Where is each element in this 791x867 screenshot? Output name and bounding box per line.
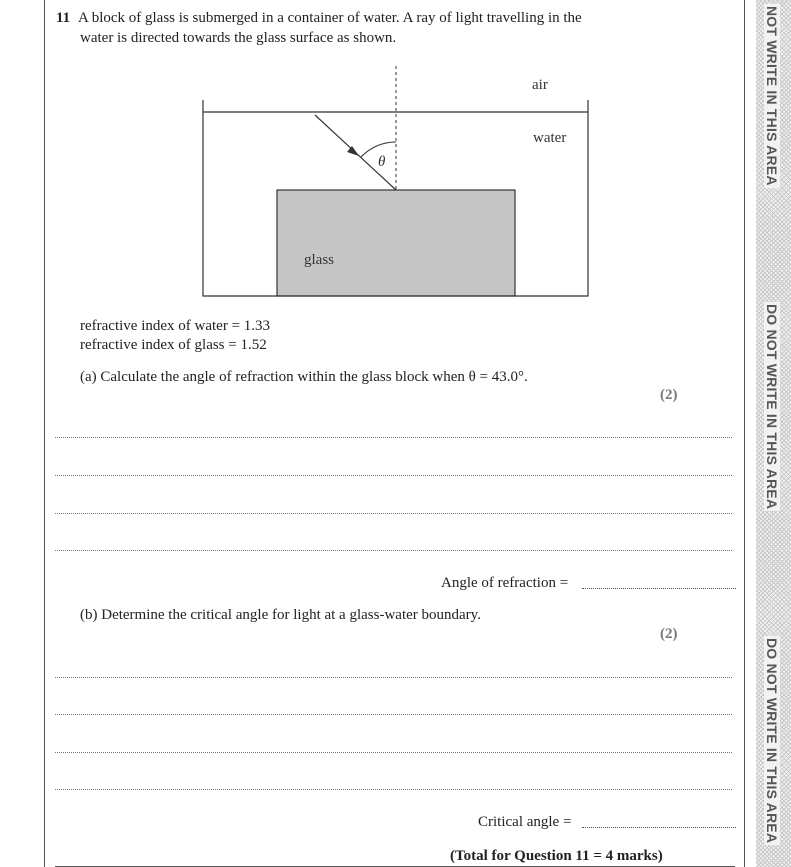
margin-notice-text: DO NOT WRITE IN THIS AREA (764, 304, 780, 510)
question-intro-text: A block of glass is submerged in a container of water. A ray of light travelling in the (77, 10, 582, 26)
part-a-prompt: (a) Calculate the angle of refraction within the glass block when θ = 43.0°. (80, 369, 528, 385)
ray-arrow-icon (347, 146, 359, 156)
label-water: water (533, 130, 567, 146)
margin-notice-text: DO NOT WRITE IN THIS AREA (764, 638, 780, 844)
question-number: 11 (56, 10, 71, 26)
question-intro-line2: water is directed towards the glass surface as shown. (80, 30, 397, 46)
answer-line[interactable] (55, 789, 732, 790)
answer-line[interactable] (55, 752, 732, 753)
part-b-answer-label: Critical angle = (478, 814, 572, 830)
answer-line[interactable] (55, 550, 732, 551)
label-air: air (532, 77, 548, 93)
label-glass: glass (304, 252, 334, 268)
refraction-diagram (195, 60, 595, 305)
question-intro-line1 (56, 9, 582, 28)
page-border-right (744, 0, 745, 867)
margin-notice-text: NOT WRITE IN THIS AREA (764, 6, 780, 186)
water-index-line: refractive index of water = 1.33 (80, 318, 271, 334)
part-b-prompt: (b) Determine the critical angle for light at a glass-water boundary. (80, 607, 481, 623)
part-a-answer-field[interactable] (582, 588, 736, 589)
answer-line[interactable] (55, 714, 732, 715)
label-theta: θ (378, 154, 386, 170)
part-a-answer-label: Angle of refraction = (441, 575, 569, 591)
glass-block (277, 190, 515, 296)
answer-line[interactable] (55, 513, 732, 514)
question-total: (Total for Question 11 = 4 marks) (450, 848, 663, 864)
part-b-answer-field[interactable] (582, 827, 736, 828)
answer-line[interactable] (55, 677, 732, 678)
answer-line[interactable] (55, 437, 732, 438)
page-border-left (44, 0, 45, 867)
part-b-marks: (2) (660, 626, 678, 642)
part-a-marks: (2) (660, 387, 678, 403)
answer-line[interactable] (55, 475, 732, 476)
glass-index-line: refractive index of glass = 1.52 (80, 337, 267, 353)
